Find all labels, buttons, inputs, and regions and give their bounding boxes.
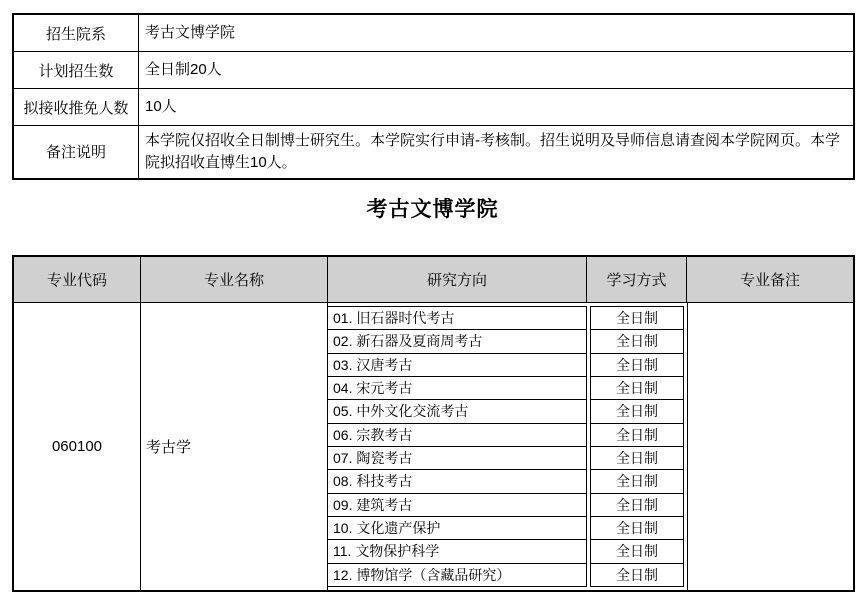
study-mode-cell: 全日制 xyxy=(591,564,683,587)
study-mode-cell: 全日制 xyxy=(591,354,683,377)
admission-info-table xyxy=(12,13,855,180)
info-value: 10人 xyxy=(145,98,177,116)
study-mode-cell: 全日制 xyxy=(591,447,683,470)
research-direction-cell: 03. 汉唐考古 xyxy=(328,354,586,377)
research-direction-cell: 09. 建筑考古 xyxy=(328,494,586,517)
major-remark-cell xyxy=(687,303,853,590)
major-code-cell: 060100 xyxy=(14,303,141,590)
major-name-cell: 考古学 xyxy=(141,303,328,590)
info-row-remarks xyxy=(14,126,853,178)
research-direction-cell: 12. 博物馆学（含藏品研究） xyxy=(328,564,586,587)
info-label: 备注说明 xyxy=(14,126,139,178)
info-label: 拟接收推免人数 xyxy=(14,89,139,125)
info-label: 计划招生数 xyxy=(14,52,139,88)
study-mode-cell: 全日制 xyxy=(591,307,683,330)
study-mode-cell: 全日制 xyxy=(591,330,683,353)
research-direction-cell: 04. 宋元考古 xyxy=(328,377,586,400)
research-direction-cell: 07. 陶瓷考古 xyxy=(328,447,586,470)
section-title: 考古文博学院 xyxy=(366,198,499,221)
study-mode-cell: 全日制 xyxy=(591,424,683,447)
header-cell-major-name: 专业名称 xyxy=(141,257,328,302)
research-direction-cell: 11. 文物保护科学 xyxy=(328,540,586,563)
info-label: 招生院系 xyxy=(14,15,139,51)
header-cell-major-remark: 专业备注 xyxy=(739,272,800,289)
info-row-department xyxy=(14,15,853,52)
study-mode-column xyxy=(590,306,684,587)
major-table-header xyxy=(14,257,853,303)
header-cell-research-direction: 研究方向 xyxy=(328,257,587,302)
study-mode-cell: 全日制 xyxy=(591,470,683,493)
study-mode-cell: 全日制 xyxy=(591,517,683,540)
info-value: 全日制20人 xyxy=(145,61,222,79)
info-value: 本学院仅招收全日制博士研究生。本学院实行申请-考核制。招生说明及导师信息请查阅本学院网页。本学院拟招收直博生10人。 xyxy=(145,132,840,171)
study-mode-cell: 全日制 xyxy=(591,400,683,423)
study-mode-cell: 全日制 xyxy=(591,540,683,563)
info-value: 考古文博学院 xyxy=(145,24,236,42)
major-table-body xyxy=(14,303,853,590)
header-cell-major-code: 专业代码 xyxy=(14,257,141,302)
research-direction-cell: 08. 科技考古 xyxy=(328,470,586,493)
research-direction-cell: 01. 旧石器时代考古 xyxy=(328,307,586,330)
header-cell-study-mode: 学习方式 xyxy=(587,257,687,302)
info-row-recommended-exempt xyxy=(14,89,853,126)
research-direction-cell: 05. 中外文化交流考古 xyxy=(328,400,586,423)
study-mode-cell: 全日制 xyxy=(591,377,683,400)
info-row-planned-enrollment xyxy=(14,52,853,89)
research-direction-cell: 10. 文化遗产保护 xyxy=(328,517,586,540)
research-direction-cell: 02. 新石器及夏商周考古 xyxy=(328,330,586,353)
research-direction-column xyxy=(328,306,587,587)
study-mode-cell: 全日制 xyxy=(591,494,683,517)
major-table xyxy=(12,255,855,592)
research-direction-cell: 06. 宗教考古 xyxy=(328,424,586,447)
